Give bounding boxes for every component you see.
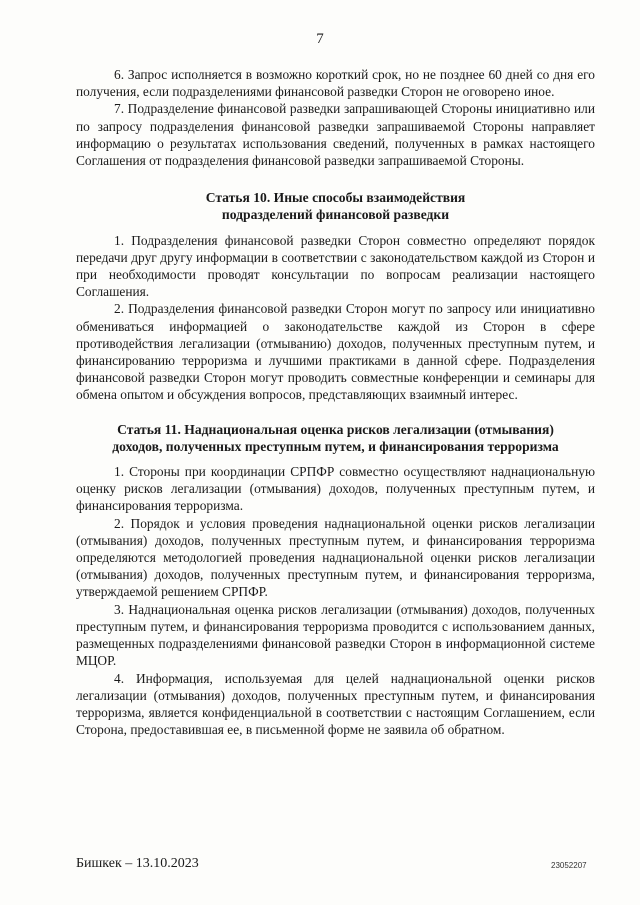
article-11-paragraph-3: 3. Наднациональная оценка рисков легализации (отмывания) доходов, полученных преступным путем, и финансирования терроризма проводится с использованием данных, размещенных подразделениями финансовой разведки Сторон в информационной системе МЦОР. xyxy=(76,601,595,669)
footer-place-date: Бишкек – 13.10.2023 xyxy=(76,856,199,871)
article-10-title-line1: Статья 10. Иные способы взаимодействия xyxy=(205,190,466,206)
document-body xyxy=(76,66,595,738)
article-10-paragraph-2: 2. Подразделения финансовой разведки Сторон могут по запросу или инициативно обмениваться информацией о законодательстве каждой из Сторон в сфере противодействия легализации (отмыванию) доходов, полученных преступным путем, и финансированию терроризма и лучшими практиками в данной сфере. Подразделения финансовой разведки Сторон могут проводить совместные конференции и семинары для обмена опытом и обсуждения вопросов, представляющих взаимный интерес. xyxy=(76,301,595,403)
footer-document-code: 23052207 xyxy=(551,861,587,870)
article-10-heading xyxy=(76,189,595,223)
article-11-title-line2: доходов, полученных преступным путем, и финансирования терроризма xyxy=(112,438,559,454)
article-11-title-line1: Статья 11. Наднациональная оценка рисков легализации (отмывания) xyxy=(117,421,554,437)
article-11-paragraph-4: 4. Информация, используемая для целей наднациональной оценки рисков легализации (отмывания) доходов, полученных преступным путем, и финансирования терроризма, является конфиденциальной в соответствии с настоящим Соглашением, если Сторона, предоставившая ее, в письменной форме не заявила об обратном. xyxy=(76,670,595,738)
article-11-paragraph-2: 2. Порядок и условия проведения наднациональной оценки рисков легализации (отмывания) доходов, полученных преступным путем, и финансирования терроризма определяются методологией проведения наднациональной оценки рисков легализации (отмывания) доходов, полученных преступным путем, и финансирования терроризма, утверждаемой решением СРПФР. xyxy=(76,515,595,600)
page-number: 7 xyxy=(316,31,324,47)
paragraph-6: 6. Запрос исполняется в возможно короткий срок, но не позднее 60 дней со дня его получения, если подразделениями финансовой разведки Сторон не оговорено иное. xyxy=(76,67,595,100)
article-10-title-line2: подразделений финансовой разведки xyxy=(221,207,450,223)
article-11-heading xyxy=(76,421,595,455)
article-11-paragraph-1: 1. Стороны при координации СРПФР совместно осуществляют наднациональную оценку рисков легализации (отмывания) доходов, полученных преступным путем, и финансирования терроризма. xyxy=(76,464,595,514)
paragraph-7: 7. Подразделение финансовой разведки запрашивающей Стороны инициативно или по запросу подразделения финансовой разведки запрашиваемой Стороны направляет информацию о результатах использования сведений, полученных в рамках настоящего Соглашения от подразделения финансовой разведки запрашиваемой Стороны. xyxy=(76,101,595,169)
article-10-paragraph-1: 1. Подразделения финансовой разведки Сторон совместно определяют порядок передачи друг другу информации в соответствии с законодательством каждой из Сторон и при необходимости проводят консультации по вопросам реализации настоящего Соглашения. xyxy=(76,232,595,300)
